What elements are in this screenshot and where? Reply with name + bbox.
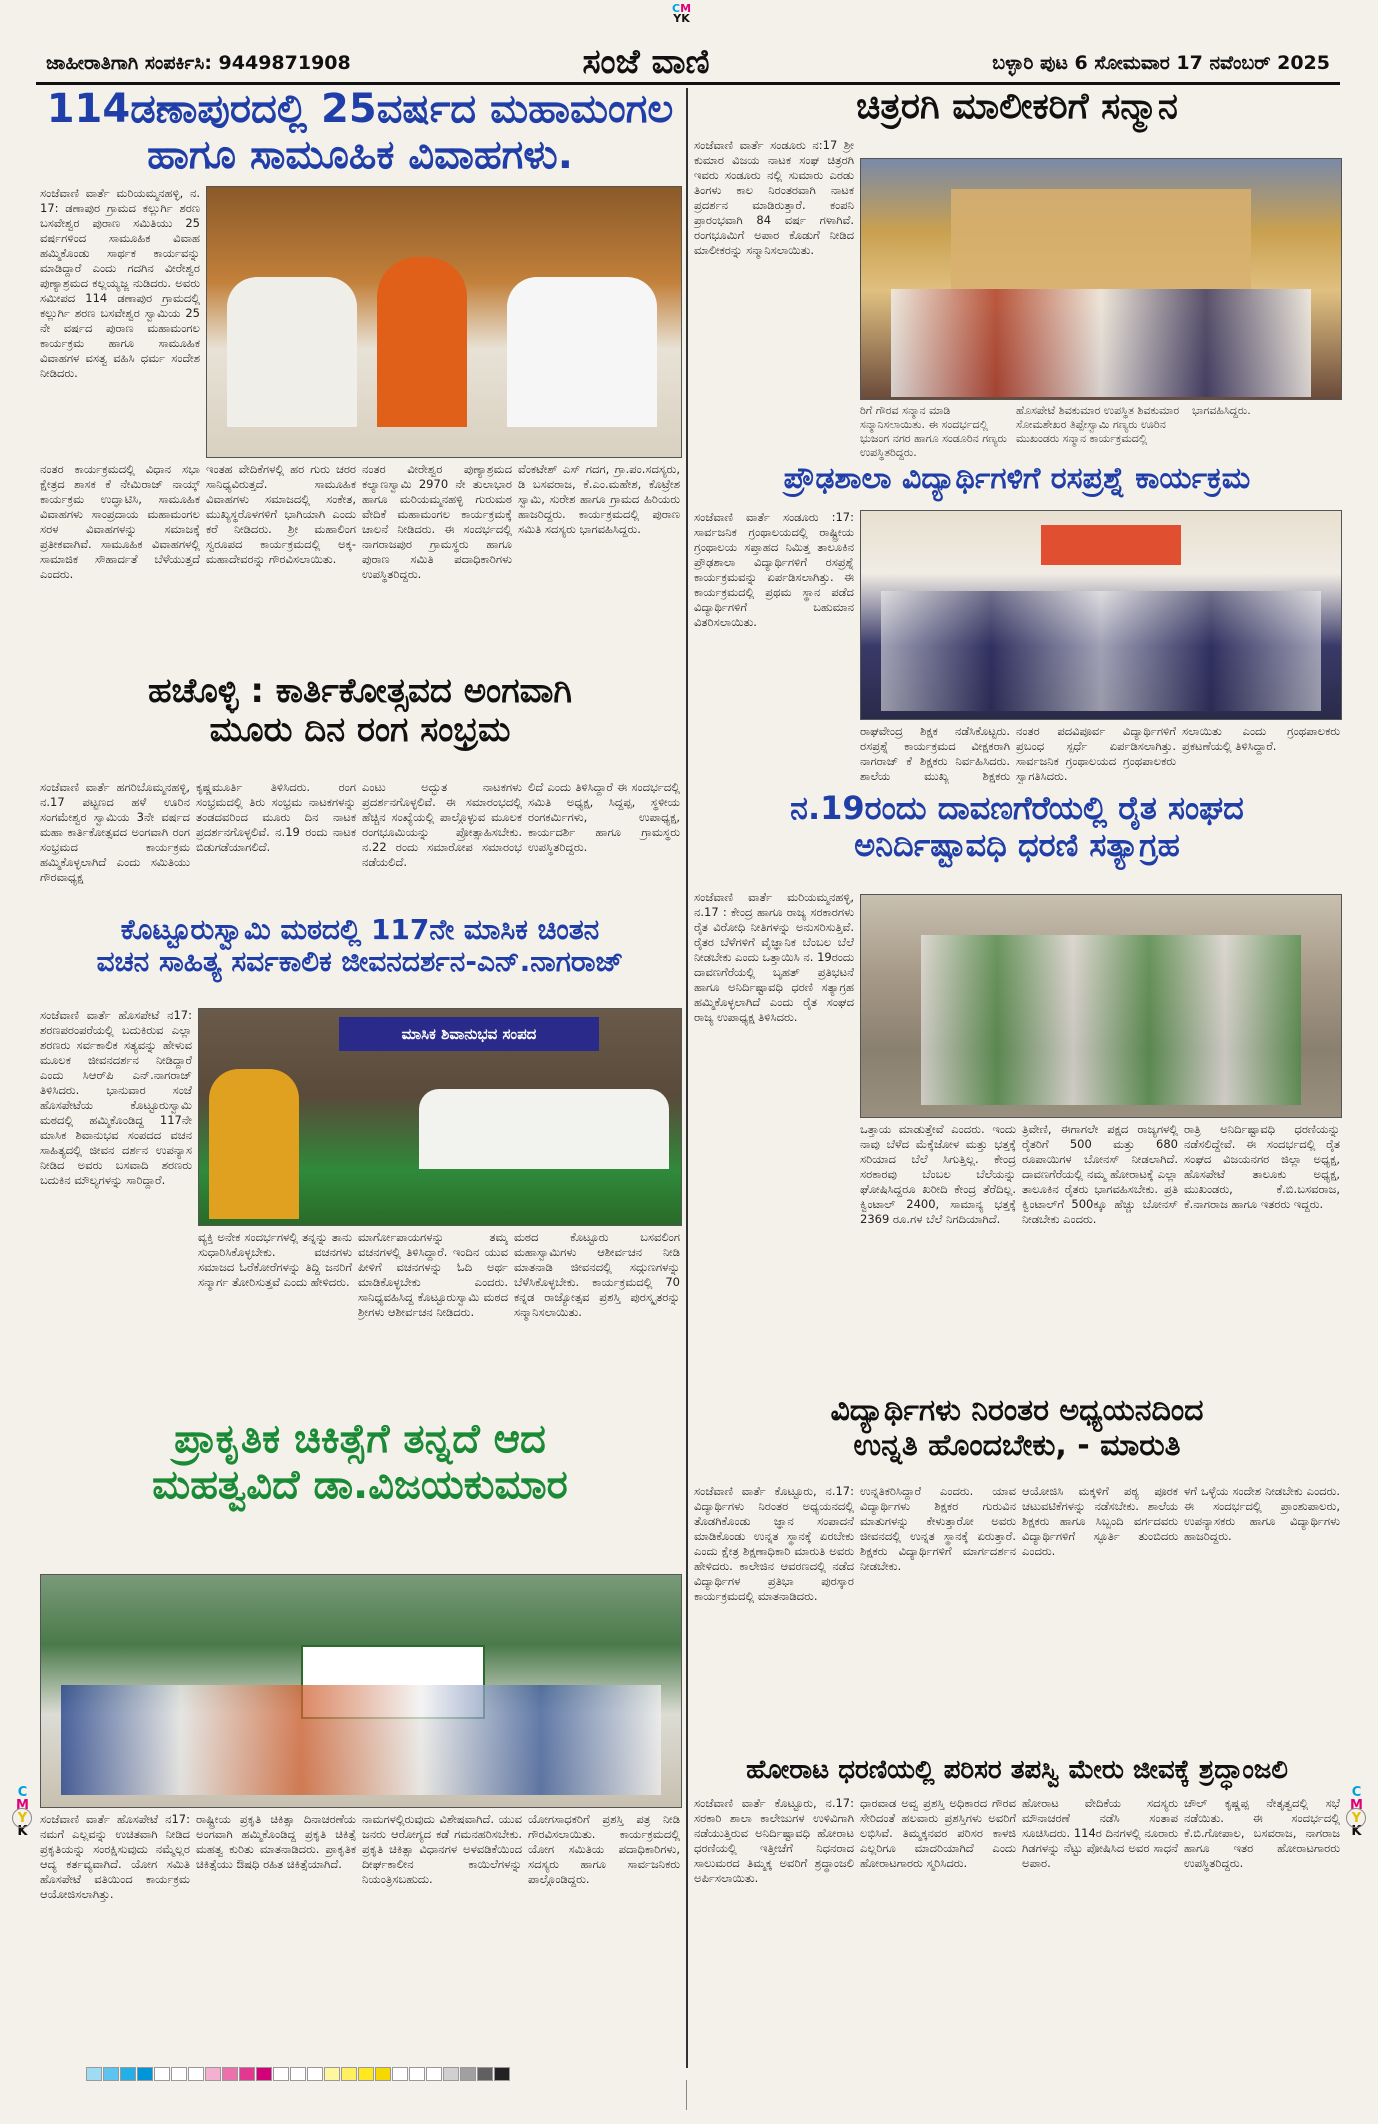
a2-column-4: ಲಿದೆ ಎಂದು ತಿಳಿಸಿದ್ದಾರೆ ಈ ಸಂದರ್ಭದಲ್ಲಿ ಸಮಿತಿ ಅಧ್ಯಕ್ಷ, ಸಿದ್ದಪ್ಪ, ಸ್ಥಳೀಯ ರಂಗಕರ್ಮಿಗಳು, ಉಪಾಧ್ಯಕ್ಷ, ಕಾರ್ಯದರ್ಶಿ ಹಾಗೂ ಗ್ರಾಮಸ್ಥರು ಉಪಸ್ಥಿತರಿದ್ದರು. — [528, 780, 680, 854]
speaker-figure — [209, 1069, 299, 1219]
a5-caption-3: ಭಾಗವಹಿಸಿದ್ದರು. — [1192, 404, 1251, 417]
a3-column-1: ಸಂಜೆವಾಣಿ ವಾರ್ತೆ ಹೊಸಪೇಟೆ ನ17: ಶರಣಪರಂಪರೆಯಲ್ಲಿ ಬದುಕಿರುವ ಎಲ್ಲಾ ಶರಣರು ಸರ್ವಕಾಲಿಕ ಸತ್ಯವನ್ನು ಹೇಳುವ ಮೂಲಕ ಜೀವನದರ್ಶನ ನೀಡಿದ್ದಾರೆ ಎಂದು ಸಿಆರ್‌ಪಿ ಎನ್.ನಾಗರಾಜ್ ತಿಳಿಸಿದರು. ಭಾನುವಾರ ಸಂಜೆ ಹೊಸಪೇಟೆಯ ಕೊಟ್ಟೂರುಸ್ವಾಮಿ ಮಠದಲ್ಲಿ ಹಮ್ಮಿಕೊಂಡಿದ್ದ 117ನೇ ಮಾಸಿಕ ಶಿವಾನುಭವ ಸಂಪದದ ವಚನ ಸಾಹಿತ್ಯದಲ್ಲಿ ಜೀವನ ದರ್ಶನ ಉಪನ್ಯಾಸ ನೀಡಿದ ಅವರು ಬಸವಾದಿ ಶರಣರು ಬದುಕಿನ ಮೌಲ್ಯಗಳನ್ನು ಸಾರಿದ್ದಾರೆ. — [40, 1008, 192, 1187]
cmyk-registration-right: C M Y K — [1350, 1785, 1363, 1839]
a6-banner — [1041, 525, 1181, 565]
a9-column-4: ಚೌಲ್ ಕೃಷ್ಣಪ್ಪ ನೇತೃತ್ವದಲ್ಲಿ ಸಭೆ ನಡೆಯಿತು. ಈ ಸಂದರ್ಭದಲ್ಲಿ ಕೆ.ಬಿ.ಗೋಪಾಲ, ಬಸವರಾಜ, ನಾಗರಾಜ ಹಾಗೂ ಇತರ ಹೋರಾಟಗಾರರು ಉಪಸ್ಥಿತರಿದ್ದರು. — [1184, 1796, 1340, 1870]
a2-column-2: ಕೃಷ್ಣಮೂರ್ತಿ ತಿಳಿಸಿದರು. ರಂಗ ಸಂಭ್ರಮದಲ್ಲಿ ತಿರು ಸಂಭ್ರಮ ನಾಟಕಗಳನ್ನು ತಂಡದವರಿಂದ ಮೂರು ದಿನ ನಾಟಕ ಪ್ರದರ್ಶನಗೊಳ್ಳಲಿವೆ. ನ.19 ರಂದು ನಾಟಕ ಬಿಡುಗಡೆಯಾಗಲಿದೆ. — [196, 780, 356, 854]
crop-mark-bottom — [686, 2080, 687, 2110]
a9-column-1: ಸಂಜೆವಾಣಿ ವಾರ್ತೆ ಕೊಟ್ಟೂರು, ನ.17: ಸರಕಾರಿ ಶಾಲಾ ಕಾಲೇಜುಗಳ ಉಳಿವಿಗಾಗಿ ನಡೆಯುತ್ತಿರುವ ಅನಿರ್ದಿಷ್ಟಾವಧಿ ಹೋರಾಟ ಧರಣಿಯಲ್ಲಿ ಇತ್ತೀಚೆಗೆ ನಿಧನರಾದ ಸಾಲುಮರದ ತಿಮ್ಮಕ್ಕ ಅವರಿಗೆ ಶ್ರದ್ಧಾಂಜಲಿ ಅರ್ಪಿಸಲಾಯಿತು. — [694, 1796, 854, 1885]
a6-photo-students — [860, 510, 1342, 720]
a1-column-3: ಇಂತಹ ವೇದಿಕೆಗಳಲ್ಲಿ ಹರ ಗುರು ಚರರ ಸಾನಿಧ್ಯವಿರುತ್ತದೆ. ಸಾಮೂಹಿಕ ವಿವಾಹಗಳು ಸಮಾಜದಲ್ಲಿ ಸಂಕೇತ, ಮುಖ್ಯಸ್ಥರೊಳಗಳಿಗೆ ಭಾಗಿಯಾಗಿ ಎಂದು ಕರೆ ನೀಡಿದರು. ಶ್ರೀ ಮಹಾಲಿಂಗ ಸ್ವರೂಪದ ಕಾರ್ಯಕ್ರಮದಲ್ಲಿ ಅಕ್ಕ-ಮಹಾದೇವರನ್ನು ಗೌರವಿಸಲಾಯಿತು. — [206, 462, 356, 566]
a6-students-rows — [881, 591, 1321, 711]
a6-column-3: ನಂತರ ಪದವಿಪೂರ್ವ ವಿದ್ಯಾರ್ಥಿಗಳಿಗೆ ಪ್ರಬಂಧ ಸ್ಪರ್ಧೆ ಏರ್ಪಡಿಸಲಾಗಿತ್ತು. ಸಾರ್ವಜನಿಕ ಗ್ರಂಥಾಲಯದ ಗ್ರಂಥಪಾಲಕರು ಸ್ವಾಗತಿಸಿದರು. — [1016, 724, 1176, 783]
a2-headline: ಹಚೊಳ್ಳಿ : ಕಾರ್ತಿಕೋತ್ಸವದ ಅಂಗವಾಗಿ ಮೂರು ದಿನ ರಂಗ ಸಂಭ್ರಮ — [147, 671, 573, 751]
a4-column-3: ನಾಮಗಳಲ್ಲಿರುವುದು ವಿಶೇಷವಾಗಿದೆ. ಯುವ ಜನರು ಆರೋಗ್ಯದ ಕಡೆ ಗಮನಹರಿಸಬೇಕು. ಪ್ರಕೃತಿ ಚಿಕಿತ್ಸಾ ವಿಧಾನಗಳ ಅಳವಡಿಕೆಯಿಂದ ದೀರ್ಘಕಾಲೀನ ಕಾಯಿಲೆಗಳನ್ನು ನಿಯಂತ್ರಿಸಬಹುದು. — [362, 1812, 522, 1886]
cmyk-registration-left: C M Y K — [16, 1785, 29, 1839]
a7-farmers-row — [921, 935, 1301, 1105]
a3-column-4: ಮಠದ ಕೊಟ್ಟೂರು ಬಸವಲಿಂಗ ಮಹಾಸ್ವಾಮಿಗಳು ಆಶೀರ್ವಚನ ನೀಡಿ ಮಾತನಾಡಿ ಜೀವನದಲ್ಲಿ ಸದ್ಗುಣಗಳನ್ನು ಬೆಳೆಸಿಕೊಳ್ಳಬೇಕು. ಕಾರ್ಯಕ್ರಮದಲ್ಲಿ 70 ಕನ್ನಡ ರಾಜ್ಯೋತ್ಸವ ಪ್ರಶಸ್ತಿ ಪುರಸ್ಕೃತರನ್ನು ಸನ್ಮಾನಿಸಲಾಯಿತು. — [514, 1230, 680, 1319]
a7-column-4: ರಾತ್ರಿ ಅನಿರ್ದಿಷ್ಟಾವಧಿ ಧರಣಿಯನ್ನು ನಡೆಸಲಿದ್ದೇವೆ. ಈ ಸಂದರ್ಭದಲ್ಲಿ ರೈತ ಸಂಘದ ವಿಜಯನಗರ ಜಿಲ್ಲಾ ಅಧ್ಯಕ್ಷ, ಹೊಸಪೇಟೆ ತಾಲೂಕು ಅಧ್ಯಕ್ಷ, ಮುಖಂಡರು, ಕೆ.ಬಿ.ಬಸವರಾಜ, ಕೆ.ನಾಗರಾಜ ಹಾಗೂ ಇತರರು ಇದ್ದರು. — [1184, 1122, 1340, 1211]
a5-caption-1: ರಿಗೆ ಗೌರವ ಸನ್ಮಾನ ಮಾಡಿ ಸನ್ಮಾನಿಸಲಾಯಿತು. ಈ ಸಂದರ್ಭದಲ್ಲಿ ಭುಜಂಗ ನಗರ ಹಾಗೂ ಸಂಡೂರಿನ ಗಣ್ಯರು ಉಪಸ್ಥಿತರಿದ್ದರು. — [860, 404, 1007, 459]
a4-photo-group — [40, 1574, 682, 1808]
a5-caption-2: ಹೊಸಪೇಟೆ ಶಿವಕುಮಾರ ಉಪಸ್ಥಿತ ಶಿವಕುಮಾರ ಸೋಮಶೇಖರ ತಿಪ್ಪೇಸ್ವಾಮಿ ಗಣ್ಯರು ಊರಿನ ಮುಖಂಡರು ಸನ್ಮಾನ ಕಾರ್ಯಕ್ರಮದಲ್ಲಿ — [1016, 404, 1180, 445]
a7-column-1: ಸಂಜೆವಾಣಿ ವಾರ್ತೆ ಮರಿಯಮ್ಮನಹಳ್ಳಿ, ನ.17 : ಕೇಂದ್ರ ಹಾಗೂ ರಾಜ್ಯ ಸರಕಾರಗಳು ರೈತ ವಿರೋಧಿ ನೀತಿಗಳನ್ನು ಅನುಸರಿಸುತ್ತಿವೆ. ರೈತರ ಬೆಳೆಗಳಿಗೆ ವೈಜ್ಞಾನಿಕ ಬೆಂಬಲ ಬೆಲೆ ನೀಡಬೇಕು ಎಂದು ಒತ್ತಾಯಿಸಿ ನ. 19ರಂದು ದಾವಣಗೆರೆಯಲ್ಲಿ ಬೃಹತ್ ಪ್ರತಿಭಟನೆ ಹಾಗೂ ಅನಿರ್ದಿಷ್ಟಾವಧಿ ಧರಣಿ ಸತ್ಯಾಗ್ರಹ ಹಮ್ಮಿಕೊಳ್ಳಲಾಗಿದೆ ಎಂದು ರೈತ ಸಂಘದ ರಾಜ್ಯ ಉಪಾಧ್ಯಕ್ಷ ತಿಳಿಸಿದರು. — [694, 890, 854, 1024]
a4-column-4: ಯೋಗಸಾಧಕರಿಗೆ ಪ್ರಶಸ್ತಿ ಪತ್ರ ನೀಡಿ ಗೌರವಿಸಲಾಯಿತು. ಕಾರ್ಯಕ್ರಮದಲ್ಲಿ ಯೋಗ ಸಮಿತಿಯ ಪದಾಧಿಕಾರಿಗಳು, ಸದಸ್ಯರು ಹಾಗೂ ಸಾರ್ವಜನಿಕರು ಪಾಲ್ಗೊಂಡಿದ್ದರು. — [528, 1812, 680, 1886]
a8-column-2: ಉನ್ನತಿಕರಿಸಿದ್ದಾರೆ ಎಂದರು. ಯಾವ ವಿದ್ಯಾರ್ಥಿಗಳು ಶಿಕ್ಷಕರ ಗುರುವಿನ ಮಾತುಗಳನ್ನು ಕೇಳುತ್ತಾರೋ ಅವರು ಜೀವನದಲ್ಲಿ ಉನ್ನತ ಸ್ಥಾನಕ್ಕೆ ಏರುತ್ತಾರೆ. ಶಿಕ್ಷಕರು ವಿದ್ಯಾರ್ಥಿಗಳಿಗೆ ಮಾರ್ಗದರ್ಶನ ನೀಡಬೇಕು. — [860, 1484, 1016, 1573]
a7-column-2: ಒತ್ತಾಯ ಮಾಡುತ್ತೇವೆ ಎಂದರು. ಇಂದು ನಾವು ಬೆಳೆದ ಮೆಕ್ಕೆಜೋಳ ಮತ್ತು ಭತ್ತಕ್ಕೆ ಸರಿಯಾದ ಬೆಲೆ ಸಿಗುತ್ತಿಲ್ಲ. ಕೇಂದ್ರ ಸರಕಾರವು ಬೆಂಬಲ ಬೆಲೆಯನ್ನು ಘೋಷಿಸಿದ್ದರೂ ಖರೀದಿ ಕೇಂದ್ರ ತೆರೆದಿಲ್ಲ. ಕ್ವಿಂಟಾಲ್ 2400, ಸಾಮಾನ್ಯ ಭತ್ತಕ್ಕೆ 2369 ರೂ.ಗಳ ಬೆಲೆ ನಿಗದಿಯಾಗಿದೆ. — [860, 1122, 1016, 1226]
page-dateline: ಬಳ್ಳಾರಿ ಪುಟ 6 ಸೋಮವಾರ 17 ನವೆಂಬರ್ 2025 — [992, 52, 1330, 74]
a3-headline: ಕೊಟ್ಟೂರುಸ್ವಾಮಿ ಮಠದಲ್ಲಿ 117ನೇ ಮಾಸಿಕ ಚಿಂತನ ವಚನ ಸಾಹಿತ್ಯ ಸರ್ವಕಾಲಿಕ ಜೀವನದರ್ಶನ-ಎನ್.ನಾಗರಾಜ್ — [96, 913, 624, 979]
ad-contact: ಜಾಹೀರಾತಿಗಾಗಿ ಸಂಪರ್ಕಿಸಿ: 9449871908 — [46, 52, 351, 74]
a6-column-4: ಸಲಾಯಿತು ಎಂದು ಗ್ರಂಥಪಾಲಕರು ಪ್ರಕಟಣೆಯಲ್ಲಿ ತಿಳಿಸಿದ್ದಾರೆ. — [1182, 724, 1340, 753]
a5-headline: ಚಿತ್ರರಗಿ ಮಾಲೀಕರಿಗೆ ಸನ್ಮಾನ — [856, 86, 1178, 127]
a6-column-1: ಸಂಜೆವಾಣಿ ವಾರ್ತೆ ಸಂಡೂರು :17: ಸಾರ್ವಜನಿಕ ಗ್ರಂಥಾಲಯದಲ್ಲಿ ರಾಷ್ಟ್ರೀಯ ಗ್ರಂಥಾಲಯ ಸಪ್ತಾಹದ ನಿಮಿತ್ತ ತಾಲೂಕಿನ ಪ್ರೌಢಶಾಲಾ ವಿದ್ಯಾರ್ಥಿಗಳಿಗೆ ರಸಪ್ರಶ್ನೆ ಕಾರ್ಯಕ್ರಮವನ್ನು ಏರ್ಪಡಿಸಲಾಗಿತ್ತು. ಈ ಕಾರ್ಯಕ್ರಮದಲ್ಲಿ ಪ್ರಥಮ ಸ್ಥಾನ ಪಡೆದ ವಿದ್ಯಾರ್ಥಿಗಳಿಗೆ ಬಹುಮಾನ ವಿತರಿಸಲಾಯಿತು. — [694, 510, 854, 629]
a1-column-1: ಸಂಜೆವಾಣಿ ವಾರ್ತೆ ಮರಿಯಮ್ಮನಹಳ್ಳಿ, ನ. 17: ಡಣಾಪುರ ಗ್ರಾಮದ ಕಲ್ಲುರ್ಗಿ ಶರಣ ಬಸವೇಶ್ವರ ಪುರಾಣ ಸಮಿತಿಯು 25 ವರ್ಷಗಳಿಂದ ಸಾಮೂಹಿಕ ವಿವಾಹ ಹಮ್ಮಿಕೊಂಡು ಸಾರ್ಥಕ ಕಾರ್ಯವನ್ನು ಮಾಡಿದ್ದಾರೆ ಎಂದು ಗದಗಿನ ವೀರೇಶ್ವರ ಪುಣ್ಯಾಶ್ರಮದ ಕಲ್ಲಯ್ಯಜ್ಜ ನುಡಿದರು. ಅವರು ಸಮೀಪದ 114 ಡಣಾಪುರ ಗ್ರಾಮದಲ್ಲಿ ಕಲ್ಲುರ್ಗಿ ಶರಣ ಬಸವೇಶ್ವರ ಸ್ವಾಮಿಯ 25 ನೇ ವರ್ಷದ ಪುರಾಣ ಮಹಾಮಂಗಲ ಕಾರ್ಯಕ್ರಮ ಹಾಗೂ ಸಾಮೂಹಿಕ ವಿವಾಹಗಳ ವಸತ್ವ ವಹಿಸಿ ಧರ್ಮ ಸಂದೇಶ ನೀಡಿದರು. — [40, 186, 200, 380]
a1-column-4: ನಂತರ ವೀರೇಶ್ವರ ಪುಣ್ಯಾಶ್ರಮದ ಕಲ್ಯಾಣಸ್ವಾಮಿ 2970 ನೇ ತುಲಾಭಾರ ಹಾಗೂ ಮರಿಯಮ್ಮನಹಳ್ಳಿ ಗುರುಮಠ ವೇದಿಕೆ ಮಹಾಮಂಗಲ ಕಾರ್ಯಕ್ರಮಕ್ಕೆ ಚಾಲನೆ ನೀಡಿದರು. ಈ ಸಂದರ್ಭದಲ್ಲಿ ನಾಗರಾಜಪುರ ಗ್ರಾಮಸ್ಥರು ಹಾಗೂ ಪುರಾಣ ಸಮಿತಿ ಪದಾಧಿಕಾರಿಗಳು ಉಪಸ್ಥಿತರಿದ್ದರು. — [362, 462, 512, 581]
a7-photo-farmers — [860, 894, 1342, 1118]
guest-figure-left — [227, 277, 357, 427]
a1-photo-ceremony — [206, 186, 682, 458]
a4-column-1: ಸಂಜೆವಾಣಿ ವಾರ್ತೆ ಹೊಸಪೇಟೆ ನ17: ನಮಗೆ ಎಲ್ಲವನ್ನು ಉಚಿತವಾಗಿ ನೀಡಿದ ಪ್ರಕೃತಿಯನ್ನು ಸಂರಕ್ಷಿಸುವುದು ನಮ್ಮೆಲ್ಲರ ಆದ್ಯ ಕರ್ತವ್ಯವಾಗಿದೆ. ಯೋಗ ಸಮಿತಿ ಹೊಸಪೇಟೆ ವತಿಯಿಂದ ಕಾರ್ಯಕ್ರಮ ಆಯೋಜಿಸಲಾಗಿತ್ತು. — [40, 1812, 190, 1901]
a5-column-1: ಸಂಜೆವಾಣಿ ವಾರ್ತೆ ಸಂಡೂರು ನ:17 ಶ್ರೀ ಕುಮಾರ ವಿಜಯ ನಾಟಕ ಸಂಘ ಚಿತ್ರರಗಿ ಇವರು ಸಂಡೂರು ನಲ್ಲಿ ಸುಮಾರು ಎರಡು ತಿಂಗಳು ಕಾಲ ನಿರಂತರವಾಗಿ ನಾಟಕ ಪ್ರದರ್ಶನ ಮಾಡಿರುತ್ತಾರೆ. ಕಂಪನಿ ಪ್ರಾರಂಭವಾಗಿ 84 ವರ್ಷ ಗಳಾಗಿವೆ. ರಂಗಭೂಮಿಗೆ ಅಪಾರ ಕೊಡುಗೆ ನೀಡಿದ ಮಾಲೀಕರನ್ನು ಸನ್ಮಾನಿಸಲಾಯಿತು. — [694, 138, 854, 257]
guest-figure-right — [507, 277, 657, 427]
a8-column-4: ಳಗೆ ಒಳ್ಳೆಯ ಸಂದೇಶ ನೀಡಬೇಕು ಎಂದರು. ಈ ಸಂದರ್ಭದಲ್ಲಿ ಪ್ರಾಂಶುಪಾಲರು, ಉಪನ್ಯಾಸಕರು ಹಾಗೂ ವಿದ್ಯಾರ್ಥಿಗಳು ಹಾಜರಿದ್ದರು. — [1184, 1484, 1340, 1543]
a1-column-2: ನಂತರ ಕಾರ್ಯಕ್ರಮದಲ್ಲಿ ವಿಧಾನ ಸಭಾ ಕ್ಷೇತ್ರದ ಶಾಸಕ ಕೆ ನೇಮಿರಾಜ್ ನಾಯ್ಕ್ ಕಾರ್ಯಕ್ರಮ ಉದ್ಘಾಟಿಸಿ, ಸಾಮೂಹಿಕ ವಿವಾಹಗಳು ಸಾಂಪ್ರದಾಯ ಮಹಾಮಂಗಲ ಸರಳ ವಿವಾಹಗಳನ್ನು ಸಮಾಜಕ್ಕೆ ಪ್ರತೀಕವಾಗಿವೆ. ಸಾಮೂಹಿಕ ವಿವಾಹಗಳಲ್ಲಿ ಸಾಮಾಜಿಕ ಸೌಹಾರ್ದತೆ ಬೆಳೆಯುತ್ತದೆ ಎಂದರು. — [40, 462, 200, 581]
newspaper-logo: ಸಂಜೆ ವಾಣಿ — [582, 42, 710, 82]
a9-column-2: ಧಾರವಾಡ ಅವ್ವ ಪ್ರಶಸ್ತಿ ಅಧಿಕಾರದ ಗೌರವ ಸೇರಿದಂತೆ ಹಲವಾರು ಪ್ರಶಸ್ತಿಗಳು ಅವರಿಗೆ ಲಭಿಸಿವೆ. ತಿಮ್ಮಕ್ಕನವರ ಪರಿಸರ ಕಾಳಜಿ ಎಲ್ಲರಿಗೂ ಮಾದರಿಯಾಗಿದೆ ಎಂದು ಹೋರಾಟಗಾರರು ಸ್ಮರಿಸಿದರು. — [860, 1796, 1016, 1870]
a5-photo-felicitation — [860, 158, 1342, 400]
color-calibration-bar — [86, 2066, 511, 2078]
a9-headline: ಹೋರಾಟ ಧರಣಿಯಲ್ಲಿ ಪರಿಸರ ತಪಸ್ವಿ ಮೇರು ಜೀವಕ್ಕೆ ಶ್ರದ್ಧಾಂಜಲಿ — [746, 1755, 1288, 1785]
a8-column-3: ಆಯೋಜಿಸಿ ಮಕ್ಕಳಿಗೆ ಪಠ್ಯ ಪೂರಕ ಚಟುವಟಿಕೆಗಳನ್ನು ನಡೆಸಬೇಕು. ಶಾಲೆಯ ಶಿಕ್ಷಕರು ಹಾಗೂ ಸಿಬ್ಬಂದಿ ವರ್ಗದವರು ವಿದ್ಯಾರ್ಥಿಗಳಿಗೆ ಸ್ಫೂರ್ತಿ ತುಂಬಿದರು ಎಂದರು. — [1022, 1484, 1178, 1558]
a4-headline: ಪ್ರಾಕೃತಿಕ ಚಿಕಿತ್ಸೆಗೆ ತನ್ನದೆ ಆದ ಮಹತ್ವವಿದೆ ಡಾ.ವಿಜಯಕುಮಾರ — [152, 1416, 568, 1508]
a7-column-3: ತ್ರಿವೇಣಿ, ಈಗಾಗಲೇ ಪಕ್ಷದ ರಾಜ್ಯಗಳಲ್ಲಿ ರೈತರಿಗೆ 500 ಮತ್ತು 680 ರೂಪಾಯಿಗಳ ಬೋನಸ್ ನೀಡಲಾಗಿದೆ. ದಾವಣಗೆರೆಯಲ್ಲಿ ನಮ್ಮ ಹೋರಾಟಕ್ಕೆ ಎಲ್ಲಾ ತಾಲೂಕಿನ ರೈತರು ಭಾಗವಹಿಸಬೇಕು. ಪ್ರತಿ ಕ್ವಿಂಟಾಲ್‌ಗೆ 500ಕ್ಕೂ ಹೆಚ್ಚು ಬೋನಸ್ ನೀಡಬೇಕು ಎಂದರು. — [1022, 1122, 1178, 1226]
a3-column-3: ಮಾರ್ಗೋಪಾಯಗಳನ್ನು ತಮ್ಮ ವಚನಗಳಲ್ಲಿ ತಿಳಿಸಿದ್ದಾರೆ. ಇಂದಿನ ಯುವ ಪೀಳಿಗೆ ವಚನಗಳನ್ನು ಓದಿ ಅರ್ಥ ಮಾಡಿಕೊಳ್ಳಬೇಕು ಎಂದರು. ಸಾನಿಧ್ಯವಹಿಸಿದ್ದ ಕೊಟ್ಟೂರುಸ್ವಾಮಿ ಮಠದ ಶ್ರೀಗಳು ಆಶೀರ್ವಚನ ನೀಡಿದರು. — [358, 1230, 508, 1319]
a4-people-row — [61, 1685, 661, 1795]
a8-headline: ವಿದ್ಯಾರ್ಥಿಗಳು ನಿರಂತರ ಅಧ್ಯಯನದಿಂದ ಉನ್ನತಿ ಹೊಂದಬೇಕು, - ಮಾರುತಿ — [830, 1393, 1204, 1463]
a9-column-3: ಹೋರಾಟ ವೇದಿಕೆಯ ಸದಸ್ಯರು ಮೌನಾಚರಣೆ ನಡೆಸಿ ಸಂತಾಪ ಸೂಚಿಸಿದರು. 114ರ ದಿನಗಳಲ್ಲಿ ನೂರಾರು ಗಿಡಗಳನ್ನು ನೆಟ್ಟು ಪೋಷಿಸಿದ ಅವರ ಸಾಧನೆ ಅಪಾರ. — [1022, 1796, 1178, 1870]
a4-column-2: ರಾಷ್ಟ್ರೀಯ ಪ್ರಕೃತಿ ಚಿಕಿತ್ಸಾ ದಿನಾಚರಣೆಯ ಅಂಗವಾಗಿ ಹಮ್ಮಿಕೊಂಡಿದ್ದ ಪ್ರಕೃತಿ ಚಿಕಿತ್ಸೆ ಮಹತ್ವ ಕುರಿತು ಮಾತನಾಡಿದರು. ಪ್ರಾಕೃತಿಕ ಚಿಕಿತ್ಸೆಯು ಔಷಧಿ ರಹಿತ ಚಿಕಿತ್ಸೆಯಾಗಿದೆ. — [196, 1812, 356, 1871]
crop-mark-right — [1346, 1808, 1366, 1828]
a2-column-1: ಸಂಜೆವಾಣಿ ವಾರ್ತೆ ಹಗರಿಬೊಮ್ಮನಹಳ್ಳಿ, ನ.17 ಪಟ್ಟಣದ ಹಳೆ ಊರಿನ ಸಂಗಮೇಶ್ವರ ಸ್ವಾಮಿಯ 3ನೇ ವರ್ಷದ ಮಹಾ ಕಾರ್ತಿಕೋತ್ಸವದ ಅಂಗವಾಗಿ ರಂಗ ಸಂಭ್ರಮದ ಕಾರ್ಯಕ್ರಮ ಹಮ್ಮಿಕೊಳ್ಳಲಾಗಿದೆ ಎಂದು ಸಮಿತಿಯು ಗೌರವಾಧ್ಯಕ್ಷ — [40, 780, 190, 884]
a5-people-row — [891, 289, 1311, 397]
a3-photo-stage — [198, 1008, 682, 1226]
column-divider — [686, 88, 688, 2068]
masthead — [36, 42, 1340, 85]
a1-headline: 114ಡಣಾಪುರದಲ್ಲಿ 25ವರ್ಷದ ಮಹಾಮಂಗಲ ಹಾಗೂ ಸಾಮೂಹಿಕ ವಿವಾಹಗಳು. — [46, 86, 674, 178]
a3-stage-banner: ಮಾಸಿಕ ಶಿವಾನುಭವ ಸಂಪದ — [339, 1017, 599, 1051]
crop-mark-left — [12, 1808, 32, 1828]
cmyk-registration-top: CM YK — [672, 2, 692, 25]
a3-column-2: ವ್ಯಕ್ತಿ ಅನೇಕ ಸಂದರ್ಭಗಳಲ್ಲಿ ತನ್ನನ್ನು ತಾನು ಸುಧಾರಿಸಿಕೊಳ್ಳಬೇಕು. ವಚನಗಳು ಸಮಾಜದ ಓರೆಕೋರೆಗಳನ್ನು ತಿದ್ದಿ ಜನರಿಗೆ ಸನ್ಮಾರ್ಗ ತೋರಿಸುತ್ತವೆ ಎಂದು ಹೇಳಿದರು. — [198, 1230, 352, 1289]
a2-column-3: ಎಂಟು ಅದ್ಭುತ ನಾಟಕಗಳು ಪ್ರದರ್ಶನಗೊಳ್ಳಲಿವೆ. ಈ ಸಮಾರಂಭದಲ್ಲಿ ಹೆಚ್ಚಿನ ಸಂಖ್ಯೆಯಲ್ಲಿ ಪಾಲ್ಗೊಳ್ಳುವ ಮೂಲಕ ರಂಗಭೂಮಿಯನ್ನು ಪ್ರೋತ್ಸಾಹಿಸಬೇಕು. ನ.22 ರಂದು ಸಮಾರೋಪ ಸಮಾರಂಭ ನಡೆಯಲಿದೆ. — [362, 780, 522, 869]
a6-headline: ಪ್ರೌಢಶಾಲಾ ವಿದ್ಯಾರ್ಥಿಗಳಿಗೆ ರಸಪ್ರಶ್ನೆ ಕಾರ್ಯಕ್ರಮ — [783, 461, 1251, 496]
swami-figure — [377, 257, 467, 427]
dignitaries-row — [419, 1089, 669, 1169]
a8-column-1: ಸಂಜೆವಾಣಿ ವಾರ್ತೆ ಕೊಟ್ಟೂರು, ನ.17: ವಿದ್ಯಾರ್ಥಿಗಳು ನಿರಂತರ ಅಧ್ಯಯನದಲ್ಲಿ ತೊಡಗಿಕೊಂಡು ಜ್ಞಾನ ಸಂಪಾದನೆ ಮಾಡಿಕೊಂಡು ಉನ್ನತ ಸ್ಥಾನಕ್ಕೆ ಏರಬೇಕು ಎಂದು ಕ್ಷೇತ್ರ ಶಿಕ್ಷಣಾಧಿಕಾರಿ ಮಾರುತಿ ಅವರು ಹೇಳಿದರು. ಕಾಲೇಜಿನ ಆವರಣದಲ್ಲಿ ನಡೆದ ವಿದ್ಯಾರ್ಥಿಗಳ ಪ್ರತಿಭಾ ಪುರಸ್ಕಾರ ಕಾರ್ಯಕ್ರಮದಲ್ಲಿ ಮಾತನಾಡಿದರು. — [694, 1484, 854, 1603]
a1-column-5: ವೆಂಕಟೇಶ್ ಎಸ್ ಗದಗ, ಗ್ರಾ.ಪಂ.ಸದಸ್ಯರು, ಡಿ ಬಸವರಾಜ, ಕೆ.ಎಂ.ಮಹೇಶ, ಕೊಟ್ರೇಶ ಸ್ವಾಮಿ, ಸುರೇಶ ಹಾಗೂ ಗ್ರಾಮದ ಹಿರಿಯರು ಹಾಜರಿದ್ದರು. ಕಾರ್ಯಕ್ರಮದಲ್ಲಿ ಪುರಾಣ ಸಮಿತಿ ಸದಸ್ಯರು ಭಾಗವಹಿಸಿದ್ದರು. — [518, 462, 680, 536]
a6-column-2: ರಾಘವೇಂದ್ರ ಶಿಕ್ಷಕ ನಡೆಸಿಕೊಟ್ಟರು. ರಸಪ್ರಶ್ನೆ ಕಾರ್ಯಕ್ರಮದ ವೀಕ್ಷಕರಾಗಿ ನಾಗರಾಜ್ ಕೆ ಶಿಕ್ಷಕರು ನಿರ್ವಹಿಸಿದರು. ಶಾಲೆಯ ಮುಖ್ಯ ಶಿಕ್ಷಕರು — [860, 724, 1010, 783]
a7-headline: ನ.19ರಂದು ದಾವಣಗೆರೆಯಲ್ಲಿ ರೈತ ಸಂಘದ ಅನಿರ್ದಿಷ್ಟಾವಧಿ ಧರಣಿ ಸತ್ಯಾಗ್ರಹ — [790, 789, 1244, 864]
